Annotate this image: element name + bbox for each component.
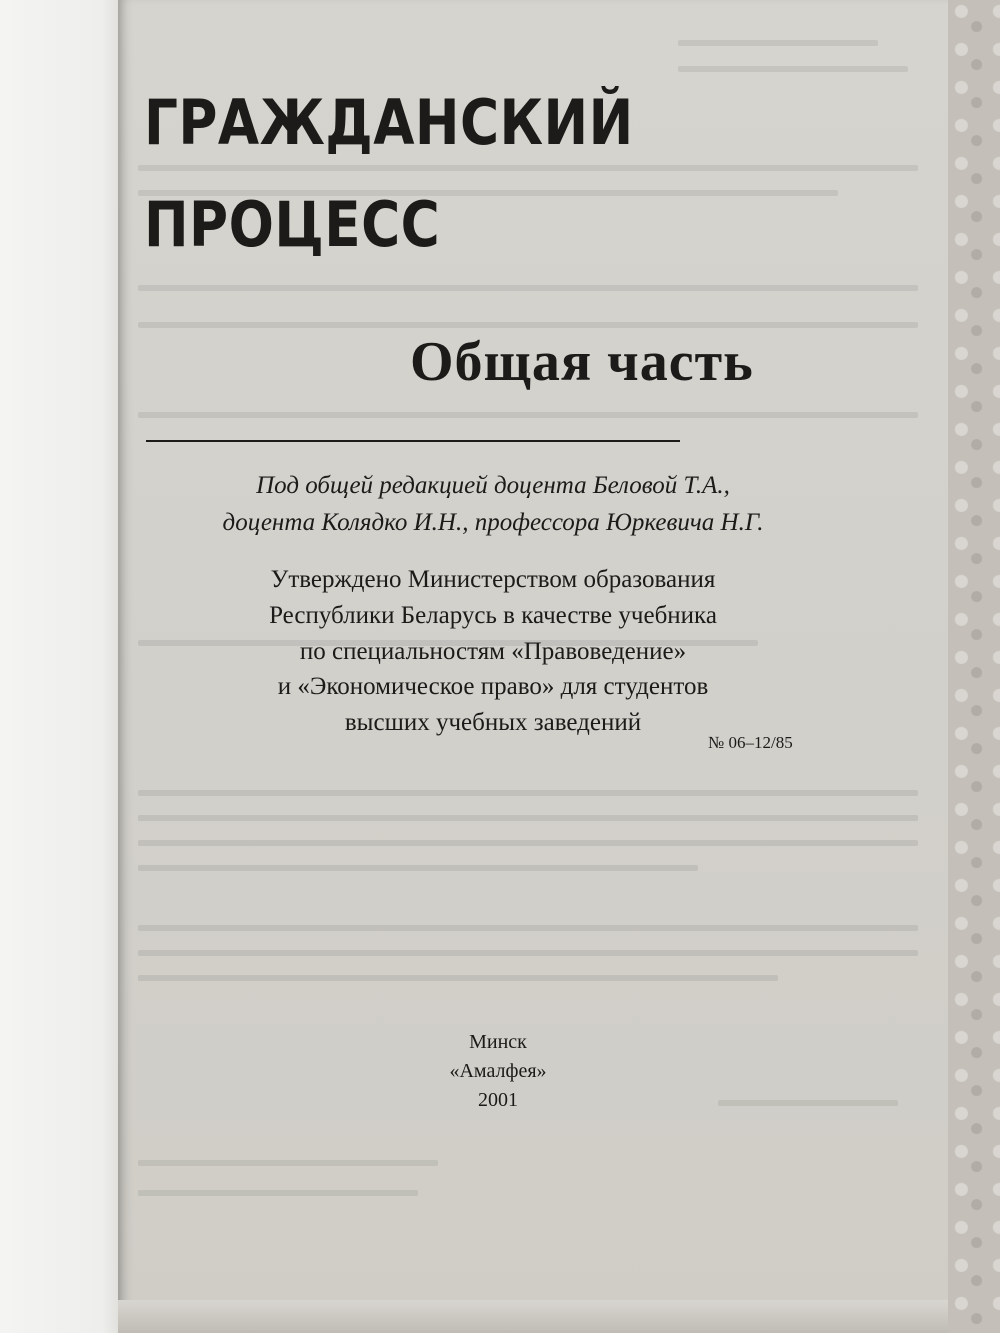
book-title-line-1: ГРАЖДАНСКИЙ <box>144 86 634 159</box>
bleed-through-line <box>678 40 878 46</box>
approval-line: Утверждено Министерством образования <box>270 566 716 593</box>
imprint-publisher: «Амалфея» <box>449 1060 547 1082</box>
editors-line-1: Под общей редакцией доцента Беловой Т.А., <box>256 472 730 499</box>
imprint-block <box>398 1028 598 1115</box>
book-title <box>144 72 634 277</box>
bleed-through-line <box>138 815 918 821</box>
bleed-through-line <box>138 790 918 796</box>
book-subtitle: Общая часть <box>410 331 754 393</box>
bleed-through-line <box>138 412 918 418</box>
editors-line-2: доцента Колядко И.Н., профессора Юркевича Н.Г. <box>222 508 764 536</box>
approval-block <box>168 562 818 741</box>
facing-page <box>0 0 128 1333</box>
bleed-through-line <box>138 865 698 871</box>
title-divider <box>146 440 680 442</box>
approval-line: и «Экономическое право» для студентов <box>277 673 709 701</box>
imprint-city: Минск <box>469 1031 527 1053</box>
bleed-through-line <box>138 285 918 291</box>
bleed-through-line <box>718 1100 898 1106</box>
approval-line: Республики Беларусь в качестве учебника <box>269 601 717 629</box>
title-page <box>118 0 948 1333</box>
approval-number: № 06–12/85 <box>708 733 793 752</box>
bleed-through-line <box>138 1190 418 1196</box>
bleed-through-line <box>138 975 778 981</box>
editors-block <box>118 468 868 541</box>
approval-line: по специальностям «Правоведение» <box>299 637 687 665</box>
bleed-through-line <box>678 66 908 72</box>
bleed-through-line <box>138 322 918 328</box>
approval-line: высших учебных заведений <box>344 709 642 736</box>
bleed-through-line <box>138 840 918 846</box>
bleed-through-line <box>138 950 918 956</box>
book-title-line-2: ПРОЦЕСС <box>144 188 441 262</box>
bleed-through-line <box>138 925 918 931</box>
bleed-through-line <box>138 1160 438 1166</box>
page-bottom-edge <box>118 1300 948 1333</box>
imprint-year: 2001 <box>478 1089 518 1111</box>
